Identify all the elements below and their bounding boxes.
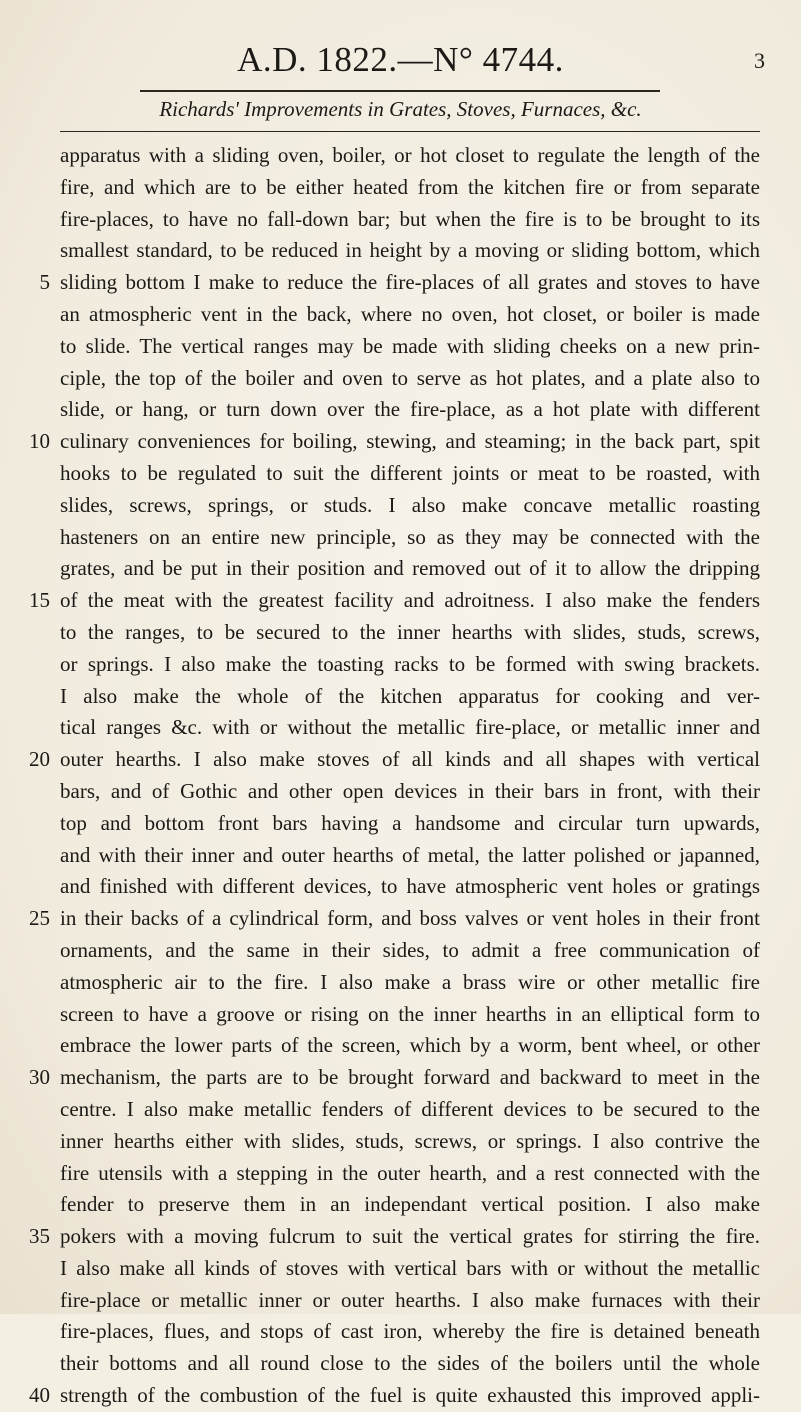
line-text: grates, and be put in their position and removed out of it to allow the dripping — [60, 556, 760, 581]
line-text: slides, screws, springs, or studs. I also make concave metallic roasting — [60, 492, 760, 517]
line-number: 20 — [29, 747, 50, 772]
line-text: ciple, the top of the boiler and oven to serve as hot plates, and a plate also to — [60, 365, 760, 390]
text-line — [0, 204, 801, 236]
text-line — [0, 331, 801, 363]
line-text: mechanism, the parts are to be brought forward and backward to meet in the — [60, 1065, 760, 1090]
line-text: bars, and of Gothic and other open devices in their bars in front, with their — [60, 778, 760, 803]
line-text: inner hearths either with slides, studs, screws, or springs. I also contrive the — [60, 1128, 760, 1153]
document-title: A.D. 1822.—N° 4744. — [237, 40, 564, 79]
line-text: pokers with a moving fulcrum to suit the vertical grates for stirring the fire. — [60, 1224, 760, 1249]
line-number: 30 — [29, 1065, 50, 1090]
text-line — [0, 1062, 801, 1094]
text-line — [0, 267, 801, 299]
text-line — [0, 744, 801, 776]
line-number: 10 — [29, 429, 50, 454]
line-number: 25 — [29, 906, 50, 931]
line-text: hasteners on an entire new principle, so as they may be connected with the — [60, 524, 760, 549]
text-line — [0, 140, 801, 172]
line-text: to the ranges, to be secured to the inner hearths with slides, studs, screws, — [60, 619, 760, 644]
line-text: of the meat with the greatest facility and adroitness. I also make the fenders — [60, 588, 760, 613]
line-text: fender to preserve them in an independant vertical position. I also make — [60, 1192, 760, 1217]
line-text: fire-place or metallic inner or outer hearths. I also make furnaces with their — [60, 1287, 760, 1312]
line-text: outer hearths. I also make stoves of all kinds and all shapes with vertical — [60, 747, 760, 772]
line-text: centre. I also make metallic fenders of different devices to be secured to the — [60, 1096, 760, 1121]
text-line — [0, 1158, 801, 1190]
text-line — [0, 649, 801, 681]
text-line — [0, 681, 801, 713]
line-text: top and bottom front bars having a handsome and circular turn upwards, — [60, 810, 760, 835]
text-line — [0, 490, 801, 522]
text-line — [0, 999, 801, 1031]
text-line — [0, 1285, 801, 1317]
line-text: culinary conveniences for boiling, stewing, and steaming; in the back part, spit — [60, 429, 760, 454]
text-line — [0, 363, 801, 395]
text-line — [0, 776, 801, 808]
text-line — [0, 935, 801, 967]
body-text — [0, 140, 801, 1412]
line-number: 5 — [39, 270, 50, 295]
text-line — [0, 1189, 801, 1221]
text-line — [0, 617, 801, 649]
text-line — [0, 1253, 801, 1285]
line-text: atmospheric air to the fire. I also make a brass wire or other metallic fire — [60, 969, 760, 994]
text-line — [0, 871, 801, 903]
line-number: 35 — [29, 1224, 50, 1249]
text-line — [0, 553, 801, 585]
running-head: Richards' Improvements in Grates, Stoves, Furnaces, &c. — [159, 97, 642, 121]
line-text: fire, and which are to be either heated from the kitchen fire or from separate — [60, 174, 760, 199]
text-line — [0, 808, 801, 840]
page-header — [0, 40, 801, 80]
line-text: an atmospheric vent in the back, where no oven, hot closet, or boiler is made — [60, 301, 760, 326]
line-text: fire utensils with a stepping in the outer hearth, and a rest connected with the — [60, 1160, 760, 1185]
text-line — [0, 522, 801, 554]
line-text: and finished with different devices, to have atmospheric vent holes or gratings — [60, 874, 760, 899]
text-line — [0, 299, 801, 331]
line-text: apparatus with a sliding oven, boiler, or hot closet to regulate the length of the — [60, 143, 760, 167]
text-line — [0, 172, 801, 204]
line-text: their bottoms and all round close to the sides of the boilers until the whole — [60, 1351, 760, 1376]
header-rule — [140, 90, 660, 92]
text-line — [0, 426, 801, 458]
line-text: fire-places, to have no fall-down bar; but when the fire is to be brought to its — [60, 206, 760, 231]
text-line — [0, 1126, 801, 1158]
page-number: 3 — [754, 48, 765, 73]
line-text: hooks to be regulated to suit the different joints or meat to be roasted, with — [60, 460, 760, 485]
running-head-rule — [60, 131, 760, 132]
text-line — [0, 1221, 801, 1253]
line-text: sliding bottom I make to reduce the fire-places of all grates and stoves to have — [60, 270, 760, 295]
line-number: 40 — [29, 1383, 50, 1408]
line-text: I also make all kinds of stoves with vertical bars with or without the metallic — [60, 1255, 760, 1280]
line-text: tical ranges &c. with or without the metallic fire-place, or metallic inner and — [60, 715, 760, 740]
line-text: in their backs of a cylindrical form, and boss valves or vent holes in their front — [60, 906, 760, 931]
text-line — [0, 1316, 801, 1348]
line-text: and with their inner and outer hearths of metal, the latter polished or japanned, — [60, 842, 760, 867]
line-text: screen to have a groove or rising on the inner hearths in an elliptical form to — [60, 1001, 760, 1026]
text-line — [0, 903, 801, 935]
line-text: smallest standard, to be reduced in height by a moving or sliding bottom, which — [60, 238, 760, 263]
text-line — [0, 585, 801, 617]
line-text: ornaments, and the same in their sides, to admit a free communication of — [60, 937, 760, 962]
line-text: or springs. I also make the toasting racks to be formed with swing brackets. — [60, 651, 760, 676]
text-line — [0, 712, 801, 744]
line-text: to slide. The vertical ranges may be made with sliding cheeks on a new prin- — [60, 333, 760, 358]
text-line — [0, 394, 801, 426]
text-line — [0, 1094, 801, 1126]
text-line — [0, 1348, 801, 1380]
text-line — [0, 458, 801, 490]
line-text: slide, or hang, or turn down over the fire-place, as a hot plate with different — [60, 397, 760, 422]
text-line — [0, 235, 801, 267]
text-line — [0, 967, 801, 999]
text-line — [0, 1380, 801, 1412]
line-number: 15 — [29, 588, 50, 613]
line-text: embrace the lower parts of the screen, which by a worm, bent wheel, or other — [60, 1033, 760, 1058]
text-line — [0, 840, 801, 872]
text-line — [0, 1030, 801, 1062]
line-text: I also make the whole of the kitchen apparatus for cooking and ver- — [60, 683, 760, 708]
line-text: fire-places, flues, and stops of cast iron, whereby the fire is detained beneath — [60, 1319, 760, 1344]
line-text: strength of the combustion of the fuel is quite exhausted this improved appli- — [60, 1383, 760, 1408]
